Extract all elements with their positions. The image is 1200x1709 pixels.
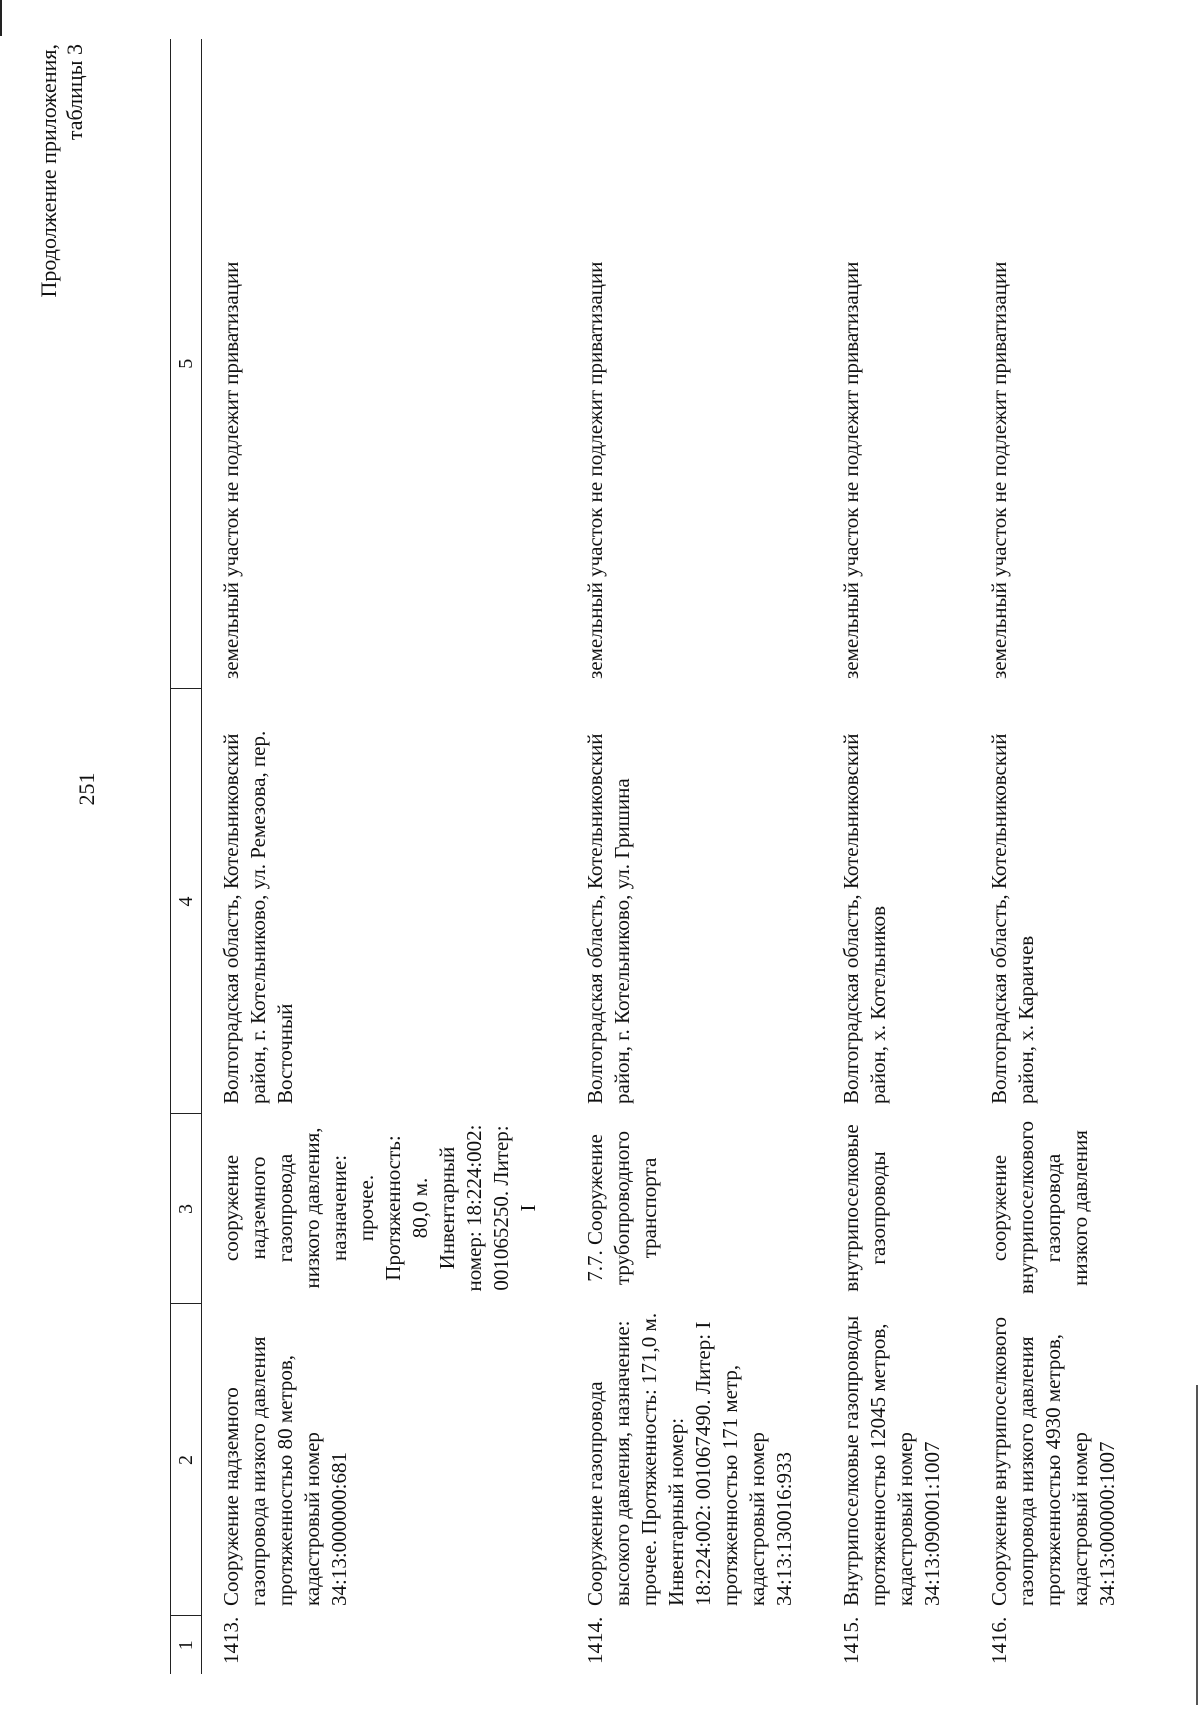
object-address: Волгоградская область, Котельниковский район, х. Котельников — [839, 733, 890, 1104]
continuation-line: Продолжение приложения, — [36, 44, 61, 298]
column-header: 1 — [171, 1616, 202, 1674]
row-number: 1416. — [987, 1616, 1011, 1664]
continuation-line: таблицы 3 — [62, 44, 87, 141]
property-register-table — [170, 39, 1145, 1674]
column-header: 2 — [171, 1304, 202, 1616]
object-characteristics: сооружение надземного газопровода низкого давления, назначение: прочее. Протяженность: 80,0 м. Инвентарный номер: 18:224:002: 001065250. Литер: I — [219, 1124, 540, 1292]
column-header: 4 — [171, 689, 202, 1114]
object-description: Сооружение внутрипоселкового газопровода низкого давления протяженностью 4930 метров, кадастровый номер 34:13:000000:1007 — [987, 1316, 1119, 1606]
object-characteristics: сооружение внутрипоселкового газопровода низкого давления — [987, 1121, 1092, 1294]
object-description: Сооружение газопровода высокого давления, назначение: прочее. Протяженность: 171,0 м. Инвентарный номер: 18:224:002: 001067490. Литер: I протяженностью 171 метр, кадастровый номер 34:13:130016:933 — [583, 1312, 796, 1606]
object-address: Волгоградская область, Котельниковский район, х. Караичев — [987, 733, 1038, 1104]
table-header-row — [171, 39, 202, 1674]
privatization-note: земельный участок не подлежит приватизации — [839, 261, 863, 679]
object-characteristics: 7.7. Сооружение трубопроводного транспорта — [583, 1131, 661, 1285]
privatization-note: земельный участок не подлежит приватизации — [583, 261, 607, 679]
privatization-note: земельный участок не подлежит приватизации — [219, 261, 243, 679]
table-row — [970, 39, 1145, 1674]
object-description: Внутрипоселковые газопроводы протяженностью 12045 метров, кадастровый номер 34:13:090001:1007 — [839, 1315, 944, 1606]
row-number: 1415. — [839, 1616, 863, 1664]
column-header: 5 — [171, 39, 202, 689]
object-description: Сооружение надземного газопровода низкого давления протяженностью 80 метров, кадастровый номер 34:13:000000:681 — [219, 1336, 351, 1606]
row-number: 1413. — [219, 1616, 243, 1664]
table-row — [822, 39, 970, 1674]
row-number: 1414. — [583, 1616, 607, 1664]
table-row — [566, 39, 822, 1674]
object-address: Волгоградская область, Котельниковский район, г. Котельниково, ул. Ремезова, пер. Восточный — [219, 730, 297, 1104]
object-address: Волгоградская область, Котельниковский район, г. Котельниково, ул. Гришина — [583, 733, 634, 1104]
page-number: 251 — [74, 772, 99, 806]
continuation-note — [36, 44, 88, 424]
table-row — [202, 39, 567, 1674]
object-characteristics: внутрипоселковые газопроводы — [839, 1124, 890, 1292]
privatization-note: земельный участок не подлежит приватизации — [987, 261, 1011, 679]
column-header: 3 — [171, 1114, 202, 1304]
